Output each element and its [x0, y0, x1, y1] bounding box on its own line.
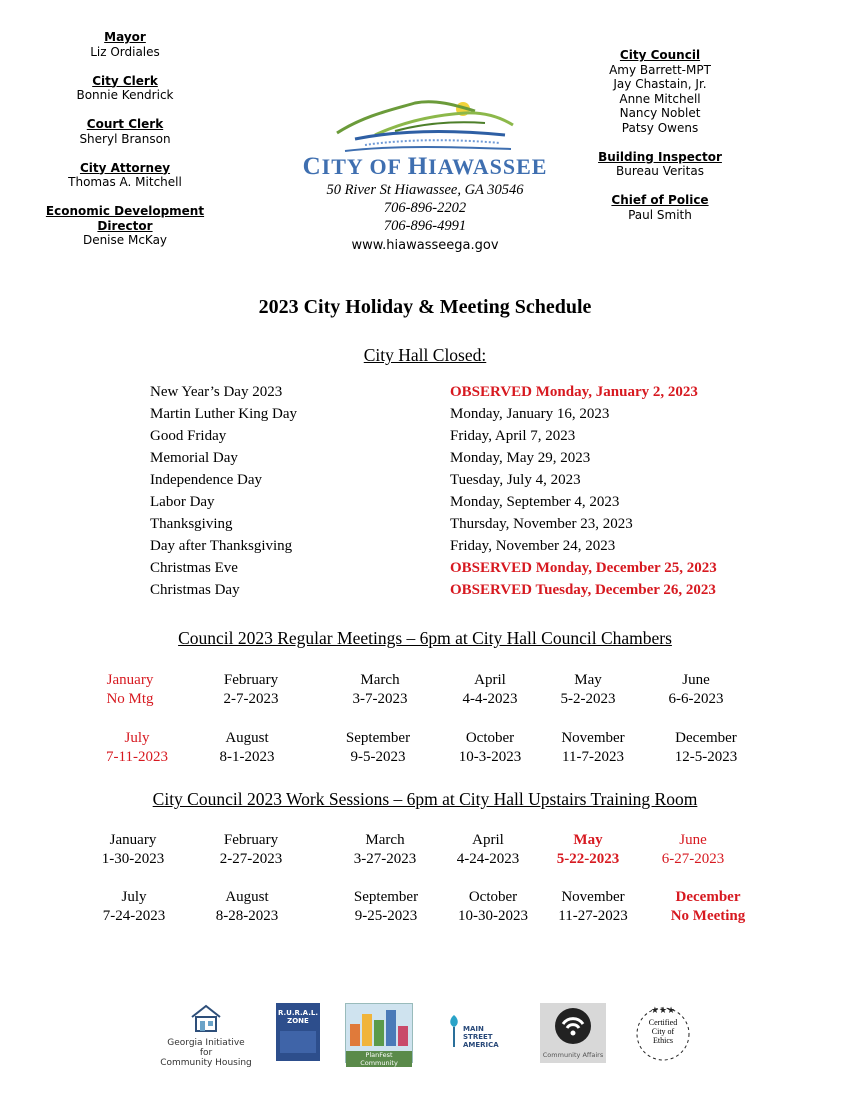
official-mayor	[40, 30, 210, 59]
meeting-cell	[435, 729, 545, 767]
address: 50 River St Hiawassee, GA 30546	[326, 182, 524, 198]
ethics-text: City of	[651, 1027, 675, 1036]
meeting-cell	[438, 888, 548, 926]
footer-logos	[160, 1003, 700, 1067]
official-title: Chief of Police	[611, 193, 709, 207]
holiday-date: Friday, November 24, 2023	[450, 538, 616, 554]
meeting-cell	[533, 831, 643, 869]
phone-1: 706-896-2202	[383, 200, 467, 216]
holiday-date: OBSERVED Monday, December 25, 2023	[450, 560, 717, 576]
holiday-name: New Year’s Day 2023	[150, 384, 283, 400]
holiday-row	[150, 472, 770, 494]
official-title: City Council	[619, 48, 701, 62]
meeting-date: 4-4-2023	[462, 691, 518, 707]
meeting-date: 6-6-2023	[668, 691, 724, 707]
police-chief-group	[585, 193, 735, 222]
meeting-month: January	[109, 832, 157, 848]
meeting-date: 9-5-2023	[350, 749, 406, 765]
meeting-cell	[533, 671, 643, 709]
meeting-cell	[651, 729, 761, 767]
holiday-name: Martin Luther King Day	[150, 406, 298, 422]
meeting-month: May	[574, 672, 602, 688]
meeting-cell	[325, 671, 435, 709]
holiday-row	[150, 406, 770, 428]
gich-text: Community Housing	[160, 1058, 252, 1068]
meeting-month: June	[679, 832, 707, 848]
meeting-date: 4-24-2023	[456, 851, 520, 867]
official-city-clerk	[40, 74, 210, 103]
official-title: Economic Development	[45, 204, 205, 218]
city-logo-icon	[335, 95, 515, 155]
holiday-date: Monday, September 4, 2023	[450, 494, 620, 510]
meeting-cell	[538, 888, 648, 926]
holiday-name: Memorial Day	[150, 450, 238, 466]
official-title: Director	[97, 218, 153, 233]
meeting-cell	[196, 671, 306, 709]
meeting-month: June	[682, 672, 710, 688]
rural-zone-logo	[276, 1003, 320, 1061]
meeting-month: March	[360, 672, 400, 688]
official-title: Building Inspector	[598, 149, 722, 164]
ethics-logo	[632, 1003, 694, 1065]
official-title: Court Clerk	[86, 117, 164, 131]
meeting-date: 11-7-2023	[562, 749, 624, 765]
holiday-date: OBSERVED Tuesday, December 26, 2023	[450, 582, 716, 598]
meeting-cell	[75, 671, 185, 709]
meeting-month: August	[225, 889, 269, 905]
holiday-row	[150, 538, 770, 560]
city-name-part: C	[302, 153, 322, 180]
page-title: 2023 City Holiday & Meeting Schedule	[258, 296, 592, 318]
meeting-month: September	[345, 730, 411, 746]
phone-2: 706-896-4991	[383, 218, 467, 234]
meeting-month: February	[223, 672, 279, 688]
meeting-date: 8-1-2023	[219, 749, 275, 765]
official-court-clerk	[40, 117, 210, 146]
holiday-row	[150, 428, 770, 450]
meeting-month: July	[124, 730, 150, 746]
holiday-date: Monday, January 16, 2023	[450, 406, 610, 422]
main-street-icon	[445, 1013, 463, 1049]
meeting-month: January	[106, 672, 154, 688]
planfest-logo	[345, 1003, 413, 1067]
meeting-cell	[331, 888, 441, 926]
meeting-date: 8-28-2023	[215, 908, 279, 924]
council-member: Anne Mitchell	[619, 91, 701, 106]
city-name-part: ITY OF	[321, 154, 408, 179]
official-name: Liz Ordiales	[90, 44, 160, 59]
meeting-date: 9-25-2023	[354, 908, 418, 924]
meeting-cell	[538, 729, 648, 767]
holiday-date: Friday, April 7, 2023	[450, 428, 576, 444]
meeting-month: July	[121, 889, 147, 905]
meeting-cell	[196, 831, 306, 869]
planfest-text: PlanFest Community	[346, 1051, 412, 1067]
meeting-month: April	[472, 832, 504, 848]
right-officials	[585, 48, 735, 237]
meeting-month: April	[474, 672, 506, 688]
house-icon	[186, 1003, 226, 1033]
building-inspector-group	[585, 150, 735, 179]
holiday-name: Christmas Day	[150, 582, 240, 598]
official-title: City Clerk	[92, 73, 158, 88]
city-name-part: IAWASSEE	[428, 154, 548, 179]
meeting-date: No Meeting	[670, 908, 746, 924]
holiday-name: Good Friday	[150, 428, 227, 444]
holiday-date: OBSERVED Monday, January 2, 2023	[450, 384, 698, 400]
city-header	[300, 95, 550, 255]
left-officials	[40, 30, 210, 262]
meeting-month: November	[561, 889, 625, 905]
holiday-date: Thursday, November 23, 2023	[450, 516, 633, 532]
official-name: Sheryl Branson	[79, 131, 171, 146]
meeting-cell	[638, 831, 748, 869]
city-skyline-icon	[346, 1004, 412, 1046]
main-street-text: AMERICA	[463, 1041, 499, 1049]
holiday-name: Day after Thanksgiving	[150, 538, 293, 554]
meeting-month: March	[365, 832, 405, 848]
ethics-text-block	[632, 1018, 694, 1045]
gich-logo	[160, 1003, 252, 1068]
meeting-cell	[78, 831, 188, 869]
meeting-date: 3-27-2023	[353, 851, 417, 867]
meeting-date: 7-24-2023	[102, 908, 166, 924]
meeting-month: August	[225, 730, 269, 746]
ethics-text: Ethics	[653, 1036, 673, 1045]
rural-text: R.U.R.A.L.	[277, 1009, 319, 1017]
council-member: Nancy Noblet	[619, 106, 701, 120]
holiday-row	[150, 560, 770, 582]
broadband-logo	[540, 1003, 606, 1063]
meeting-date: 1-30-2023	[101, 851, 165, 867]
official-name: Bureau Veritas	[616, 164, 704, 178]
meeting-month: September	[353, 889, 419, 905]
rural-text: ZONE	[287, 1017, 309, 1025]
holiday-date: Monday, May 29, 2023	[450, 450, 591, 466]
broadband-text: Community Affairs	[542, 1051, 604, 1059]
official-title: Mayor	[104, 30, 146, 44]
official-name: Paul Smith	[628, 207, 692, 222]
meeting-cell	[192, 888, 302, 926]
meeting-date: 2-7-2023	[223, 691, 279, 707]
meeting-cell	[433, 831, 543, 869]
holiday-row	[150, 516, 770, 538]
meeting-date: 12-5-2023	[674, 749, 738, 765]
meeting-date: 5-22-2023	[556, 851, 620, 867]
official-city-attorney	[40, 161, 210, 190]
meeting-date: 2-27-2023	[219, 851, 283, 867]
meeting-month: February	[223, 832, 279, 848]
holiday-row	[150, 582, 770, 604]
holiday-row	[150, 494, 770, 516]
svg-text:★★★: ★★★	[650, 1006, 676, 1016]
holiday-row	[150, 384, 770, 406]
meeting-date: 7-11-2023	[106, 749, 168, 765]
meeting-cell	[192, 729, 302, 767]
official-name: Thomas A. Mitchell	[68, 175, 182, 189]
meeting-cell	[79, 888, 189, 926]
holiday-name: Thanksgiving	[150, 516, 233, 532]
meeting-date: 3-7-2023	[352, 691, 408, 707]
main-street-logo	[445, 1013, 515, 1049]
meeting-month: December	[675, 889, 741, 905]
meeting-cell	[323, 729, 433, 767]
meeting-month: October	[468, 889, 518, 905]
work-sessions-heading: City Council 2023 Work Sessions – 6pm at City Hall Upstairs Training Room	[152, 789, 698, 809]
holiday-name: Christmas Eve	[150, 560, 238, 576]
council-member: Patsy Owens	[621, 120, 699, 135]
meeting-date: 10-3-2023	[458, 749, 522, 765]
meeting-cell	[653, 888, 763, 926]
official-econ-dev	[40, 204, 210, 248]
website-link[interactable]: www.hiawasseega.gov	[351, 238, 499, 253]
city-hall-closed-heading: City Hall Closed:	[363, 345, 487, 365]
meeting-month: May	[573, 832, 603, 848]
council-member: Amy Barrett-MPT	[609, 62, 711, 77]
meeting-date: 6-27-2023	[661, 851, 725, 867]
meeting-date: 5-2-2023	[560, 691, 616, 707]
meeting-month: October	[465, 730, 515, 746]
holiday-row	[150, 450, 770, 472]
meeting-month: December	[675, 730, 737, 746]
holiday-name: Labor Day	[150, 494, 215, 510]
meeting-cell	[641, 671, 751, 709]
main-street-text: MAIN STREET	[463, 1025, 493, 1041]
regular-meetings-heading: Council 2023 Regular Meetings – 6pm at City Hall Council Chambers	[178, 628, 672, 648]
meeting-month: November	[561, 730, 625, 746]
meeting-date: 10-30-2023	[458, 908, 528, 924]
rural-bar	[280, 1031, 316, 1053]
wifi-icon	[553, 1006, 593, 1046]
official-title: City Attorney	[79, 160, 171, 175]
city-name	[300, 153, 550, 181]
meeting-date: 11-27-2023	[558, 908, 628, 924]
official-name: Bonnie Kendrick	[76, 88, 174, 102]
official-name: Denise McKay	[82, 233, 168, 247]
meeting-date: No Mtg	[106, 691, 154, 707]
holiday-name: Independence Day	[150, 472, 263, 488]
holiday-date: Tuesday, July 4, 2023	[450, 472, 581, 488]
council-member: Jay Chastain, Jr.	[613, 77, 707, 91]
meeting-cell	[330, 831, 440, 869]
meeting-cell	[82, 729, 192, 767]
ethics-text: Certified	[648, 1018, 678, 1027]
meeting-cell	[435, 671, 545, 709]
city-name-part: H	[407, 153, 429, 180]
gich-text: Georgia Initiative for	[167, 1038, 245, 1058]
city-council-group	[585, 48, 735, 135]
